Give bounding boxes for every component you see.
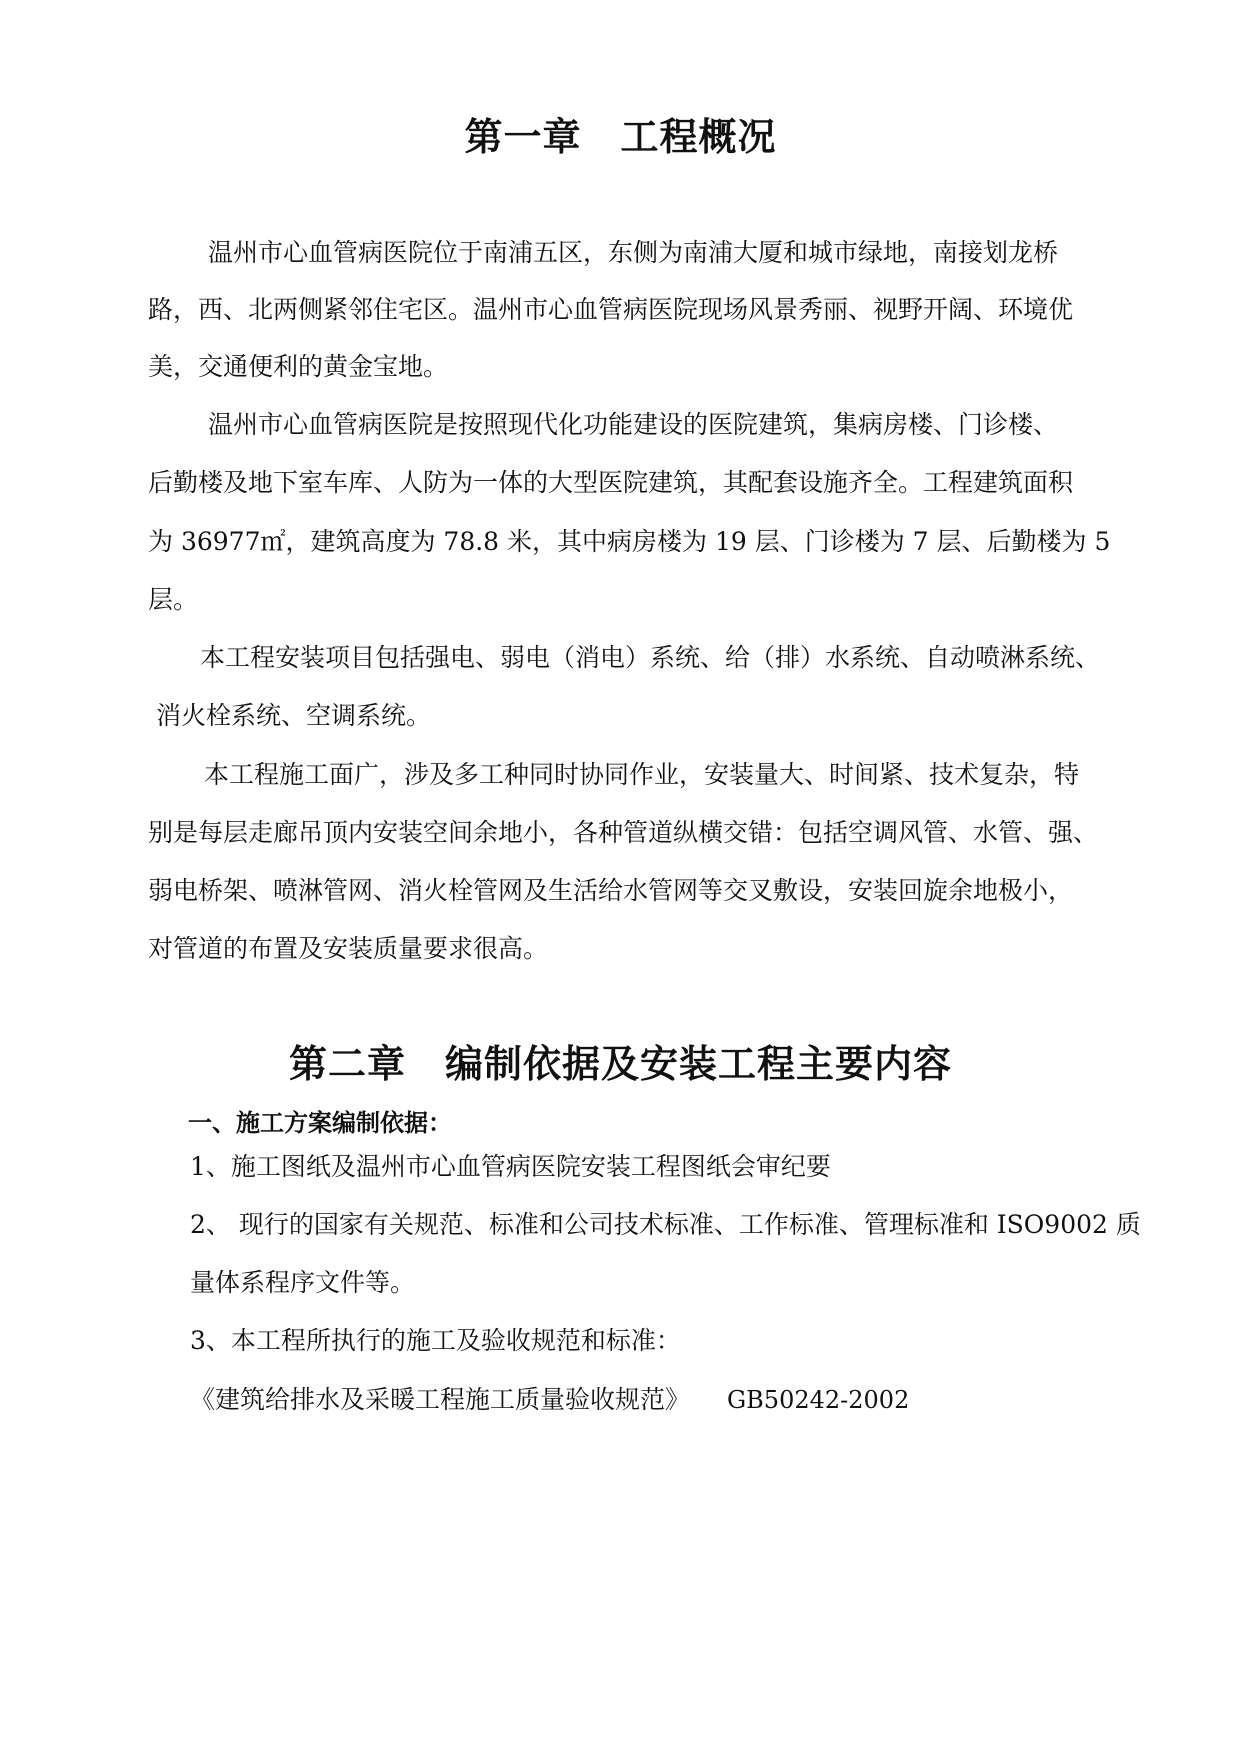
list-item: 1、施工图纸及温州市心血管病医院安装工程图纸会审纪要 — [190, 1152, 831, 1181]
list-item: 3、本工程所执行的施工及验收规范和标准： — [190, 1326, 681, 1355]
paragraph-line: 别是每层走廊吊顶内安装空间余地小，各种管道纵横交错：包括空调风管、水管、强、 — [148, 818, 1099, 847]
paragraph-line: 路，西、北两侧紧邻住宅区。温州市心血管病医院现场风景秀丽、视野开阔、环境优 — [148, 295, 1074, 324]
paragraph-line: 本工程施工面广，涉及多工种同时协同作业，安装量大、时间紧、技术复杂，特 — [204, 760, 1080, 789]
list-item: 量体系程序文件等。 — [190, 1268, 416, 1297]
paragraph-line: 弱电桥架、喷淋管网、消火栓管网及生活给水管网等交叉敷设，安装回旋余地极小， — [148, 876, 1074, 905]
paragraph-line: 温州市心血管病医院位于南浦五区，东侧为南浦大厦和城市绿地，南接划龙桥 — [208, 238, 1059, 267]
paragraph-line: 消火栓系统、空调系统。 — [156, 701, 432, 730]
paragraph-line: 对管道的布置及安装质量要求很高。 — [148, 934, 549, 963]
paragraph-line: 后勤楼及地下室车库、人防为一体的大型医院建筑，其配套设施齐全。工程建筑面积 — [148, 468, 1074, 497]
section-heading: 一、施工方案编制依据： — [188, 1108, 452, 1137]
paragraph-line: 美，交通便利的黄金宝地。 — [148, 352, 449, 381]
standard-name: 《建筑给排水及采暖工程施工质量验收规范》 — [190, 1385, 691, 1414]
chapter2-title: 第二章 编制依据及安装工程主要内容 — [288, 1041, 952, 1086]
paragraph-line: 层。 — [148, 585, 199, 614]
chapter1-title: 第一章 工程概况 — [464, 114, 777, 159]
paragraph-line: 本工程安装项目包括强电、弱电（消电）系统、给（排）水系统、自动喷淋系统、 — [200, 643, 1101, 672]
paragraph-line: 为 36977㎡，建筑高度为 78.8 米，其中病房楼为 19 层、门诊楼为 7 层、后勤楼为 5 — [148, 527, 1111, 556]
standard-code: GB50242-2002 — [727, 1386, 910, 1414]
paragraph-line: 温州市心血管病医院是按照现代化功能建设的医院建筑，集病房楼、门诊楼、 — [208, 410, 1059, 439]
list-item: 2、 现行的国家有关规范、标准和公司技术标准、工作标准、管理标准和 ISO9002 质 — [190, 1210, 1141, 1239]
